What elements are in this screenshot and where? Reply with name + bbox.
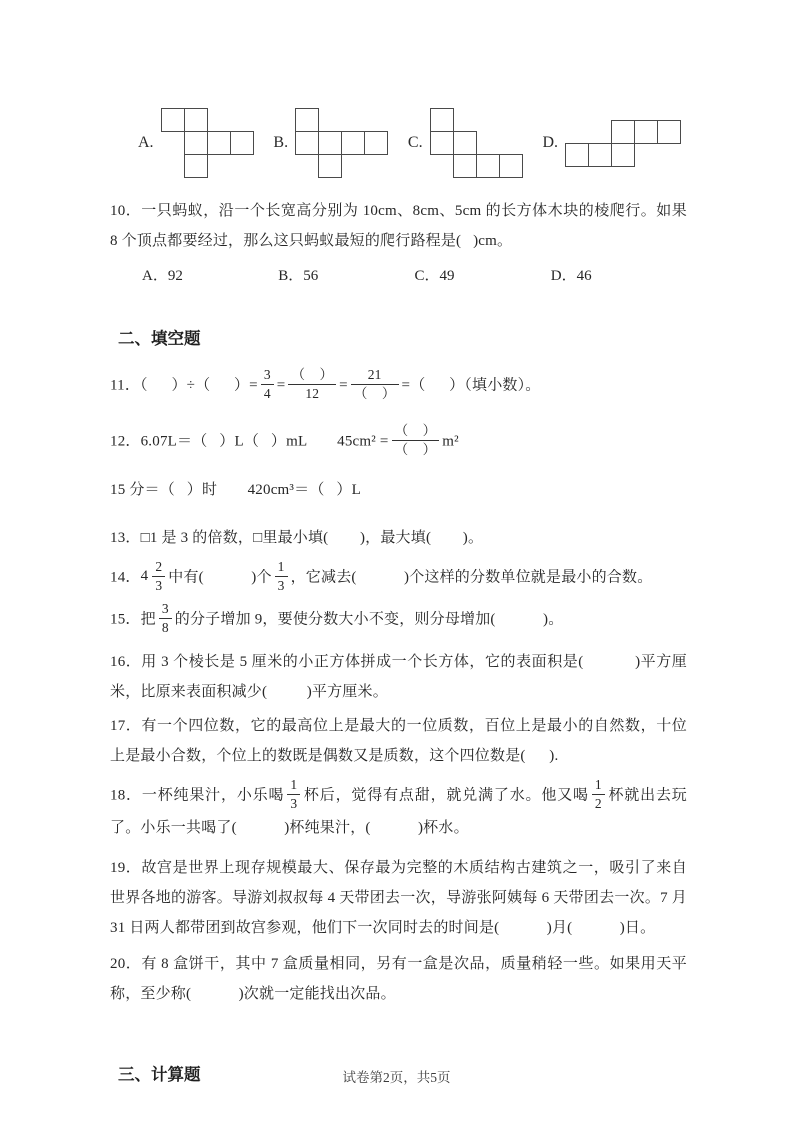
q9-option-a (138, 108, 254, 178)
section-title-fill-in-blanks: 二、填空题 (118, 329, 201, 348)
net-square-cell (499, 154, 523, 178)
question-16-text: 16．用 3 个棱长是 5 厘米的小正方体拼成一个长方体，它的表面积是( )平方厘米，比原来表面积减少( )平方厘米。 (110, 654, 687, 701)
net-square-cell (634, 120, 658, 144)
q9-net-options-row (110, 102, 687, 184)
cube-net-figure-d (565, 120, 681, 167)
net-square-cell (161, 108, 185, 132)
q10-choice-c: C．49 (414, 268, 455, 284)
q9-option-a-label: A. (138, 134, 154, 151)
net-square-cell (657, 120, 681, 144)
fraction: $\frac{2}{3}$ (152, 559, 165, 593)
cube-net-figure-c (430, 108, 523, 178)
q9-option-b-label: B. (273, 134, 289, 151)
question-14-text: 14．4 $\frac{2}{3}$ 中有( )个 $\frac{1}{3}$ ，它减去( )个这样的分数单位就是最小的合数。 (110, 559, 653, 593)
q10-choice-d: D．46 (550, 268, 592, 284)
net-square-cell (184, 154, 208, 178)
net-square-cell (318, 154, 342, 178)
q9-option-b (273, 108, 388, 178)
net-square-cell (453, 154, 477, 178)
net-square-cell (364, 131, 388, 155)
q10-choice-b: B．56 (278, 268, 319, 284)
net-square-cell (476, 154, 500, 178)
question-20-text: 20．有 8 盒饼干，其中 7 盒质量相同，另有一盒是次品，质量稍轻一些。如果用天平称，至少称( )次就一定能找出次品。 (110, 956, 687, 1003)
net-square-cell (184, 131, 208, 155)
question-18-text: 18．一杯纯果汁，小乐喝 $\frac{1}{3}$ 杯后，觉得有点甜，就兑满了水。他又喝 $\frac{1}{2}$ 杯就出去玩了。小乐一共喝了( )杯纯果汁，( )杯水。 (110, 777, 687, 837)
net-square-cell (611, 120, 635, 144)
cube-net-figure-a (161, 108, 254, 178)
question-13-text: 13．□1 是 3 的倍数，□里最小填( )，最大填( )。 (110, 530, 484, 547)
net-square-cell (430, 131, 454, 155)
question-11-text: 11．（ ）÷（ ）= $\frac{3}{4}$ = $\frac{( )}{12}$ = $\frac{21}{( )}$ =（ ）（填小数）。 (110, 367, 541, 401)
cube-net-figure-b (295, 108, 388, 178)
net-square-cell (230, 131, 254, 155)
mixed-number-whole: 4 (140, 568, 149, 585)
fraction: $\frac{1}{3}$ (287, 777, 300, 811)
page-footer: 试卷第2页，共5页 (342, 1070, 451, 1085)
question-17-text: 17．有一个四位数，它的最高位上是最大的一位质数，百位上是最小的自然数，十位上是最小合数，个位上的数既是偶数又是质数，这个四位数是( ). (110, 718, 687, 765)
net-square-cell (207, 131, 231, 155)
net-square-cell (430, 108, 454, 132)
fraction: $\frac{( )}{( )}$ (392, 423, 440, 457)
q10-choice-a: A．92 (142, 268, 183, 284)
question-19-text: 19．故宫是世界上现存规模最大、保存最为完整的木质结构古建筑之一，吸引了来自世界各地的游客。导游刘叔叔每 4 天带团去一次，导游张阿姨每 6 天带团去一次。7 月 31 日两人都带团到故宫参观，他们下一次同时去的时间是( )月( )日。 (110, 860, 687, 937)
net-square-cell (295, 108, 319, 132)
net-square-cell (318, 131, 342, 155)
fraction: $\frac{3}{8}$ (159, 601, 172, 635)
q9-option-c-label: C. (407, 134, 423, 151)
net-square-cell (453, 131, 477, 155)
net-square-cell (565, 143, 589, 167)
question-12-continued-text: 15 分＝（ ）时 420cm³＝（ ）L (110, 482, 361, 499)
question-12-text: 12．6.07L＝（ ）L（ ）mL 45cm² = $\frac{( )}{( )}$ m² (110, 423, 459, 457)
net-square-cell (611, 143, 635, 167)
question-10-choices (110, 264, 687, 285)
fraction: $\frac{21}{( )}$ (351, 367, 399, 401)
fraction: $\frac{1}{2}$ (592, 777, 605, 811)
q9-option-c (408, 108, 523, 178)
net-square-cell (295, 131, 319, 155)
q9-option-d (542, 120, 681, 167)
section-title-calculation: 三、计算题 (118, 1065, 201, 1085)
fraction: $\frac{3}{4}$ (261, 367, 274, 401)
net-square-cell (341, 131, 365, 155)
q9-option-d-label: D. (542, 134, 558, 151)
question-10-text: 10．一只蚂蚁，沿一个长宽高分别为 10cm、8cm、5cm 的长方体木块的棱爬行。如果 8 个顶点都要经过，那么这只蚂蚁最短的爬行路程是( )cm。 (110, 203, 687, 249)
net-square-cell (184, 108, 208, 132)
net-square-cell (588, 143, 612, 167)
fraction: $\frac{( )}{12}$ (288, 367, 336, 401)
question-15-text: 15．把 $\frac{3}{8}$ 的分子增加 9，要使分数大小不变，则分母增加( )。 (110, 601, 564, 635)
fraction: $\frac{1}{3}$ (275, 559, 288, 593)
